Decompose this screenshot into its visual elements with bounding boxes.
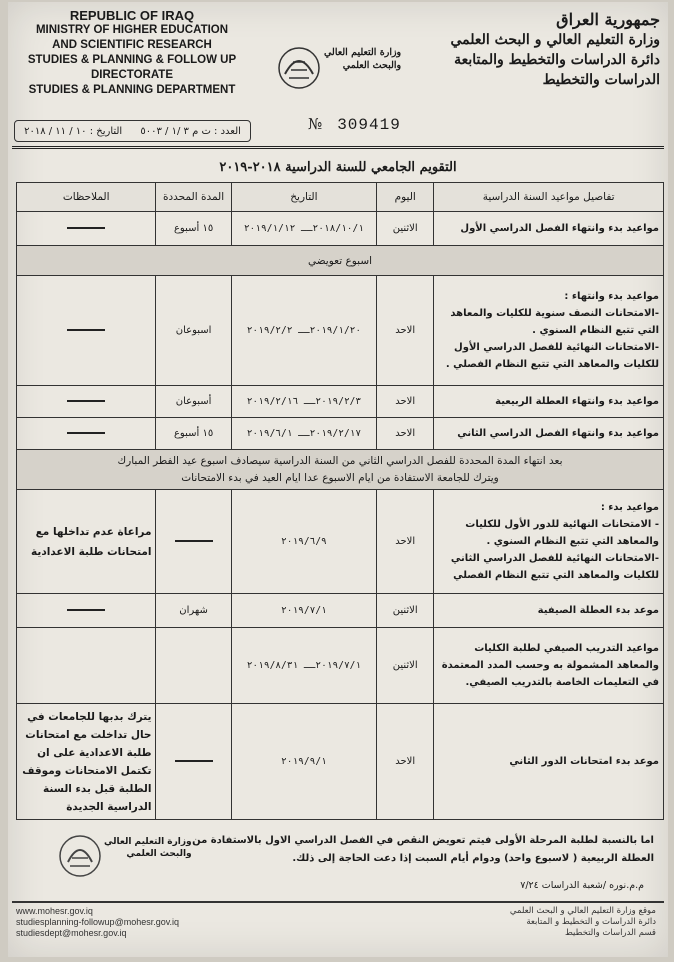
detail-line: -الامتحانات النصف سنوية للكليات والمعاهد التي تتبع النظام السنوي .: [450, 308, 659, 336]
footer-divider: [12, 901, 664, 903]
footer-email-link[interactable]: studiesplanning-followup@mohesr.gov.iq: [16, 917, 180, 927]
cell-note: مراعاة عدم تداخلها مع امتحانات طلبة الاعدادية: [17, 490, 156, 594]
col-date: التاريخ: [231, 183, 376, 212]
detail-line: -الامتحانات النهائية للفصل الدراسي الأول للكليات والمعاهد التي تتبع النظام الفصلي .: [445, 342, 659, 370]
cell-date: ٢٠١٩/٩/١: [231, 704, 376, 820]
cell-duration: أسبوعان: [156, 386, 231, 418]
detail-line: مواعيد بدء :: [600, 502, 659, 513]
footnote: اما بالنسبة لطلبة المرحلة الأولى فيتم تعويض النقص في الفصل الدراسي الاول بالاستفادة من العطلة الربيعية ( لاسبوع واحد) ودوام أيام السبت إذا دعت الحاجة إلى ذلك.: [192, 835, 654, 864]
cell-day: الاحد: [377, 276, 434, 386]
document-title: التقويم الجامعي للسنة الدراسية ٢٠١٨-٢٠١٩: [219, 160, 457, 175]
footer-english: [16, 906, 179, 939]
cell-detail: مواعيد بدء وانتهاء الفصل الدراسي الثاني: [434, 418, 664, 450]
compensation-week: اسبوع تعويضي: [17, 246, 664, 276]
header-ar-line: الدراسات والتخطيط: [542, 72, 660, 88]
cell-date: ٢٠١٨/١٠/١ــ ٢٠١٩/١/١٢: [231, 212, 376, 246]
header-ar-line: وزارة التعليم العالي و البحث العلمي: [450, 32, 660, 48]
cell-duration: شهران: [156, 594, 231, 628]
cell-day: الاحد: [377, 418, 434, 450]
numero-sign: №: [308, 115, 324, 133]
cell-note: [17, 418, 156, 450]
header-en-line: REPUBLIC OF IRAQ: [69, 8, 195, 23]
table-row: [17, 212, 664, 246]
header-en-line: STUDIES & PLANNING DEPARTMENT: [28, 84, 236, 96]
footer-arabic: [510, 906, 656, 939]
cell-duration: اسبوعان: [156, 276, 231, 386]
cell-day: الاحد: [377, 490, 434, 594]
col-duration: المدة المحددة: [156, 183, 231, 212]
footer-ar-line: موقع وزارة التعليم العالي و البحث العلمي: [509, 906, 656, 916]
stamp-caption-line: والبحث العلمي: [126, 849, 192, 859]
cell-detail: موعد بدء العطلة الصيفية: [434, 594, 664, 628]
document-page: [8, 2, 668, 957]
dash-mark: [175, 540, 213, 542]
footer-ar-line: دائرة الدراسات و التخطيط و المتابعة: [526, 917, 656, 927]
detail-line: -الامتحانات النهائية للفصل الدراسي الثاني للكليات والمعاهد التي تتبع النظام الفصلي: [450, 553, 659, 581]
cell-day: الاثنين: [377, 212, 434, 246]
cell-detail: [434, 276, 664, 386]
cell-duration: [156, 704, 231, 820]
col-notes: الملاحظات: [17, 183, 156, 212]
dash-mark: [175, 760, 213, 762]
calendar-table: [16, 182, 664, 820]
serial-number: [308, 115, 401, 134]
logo-caption-line: وزارة التعليم العالي: [324, 47, 402, 58]
eid-note-line: بعد انتهاء المدة المحددة للفصل الدراسي الثاني من السنة الدراسية سيصادف اسبوع عيد الفطر المبارك: [117, 454, 563, 467]
table-row: [17, 594, 664, 628]
cell-detail: موعد بدء امتحانات الدور الثاني: [434, 704, 664, 820]
ref-number: العدد : ت م ٣ /١ / ٥٠٠٣: [140, 125, 241, 137]
ref-date: التاريخ : ١٠ / ١١ / ٢٠١٨: [24, 125, 123, 137]
stamp-caption-line: وزارة التعليم العالي: [104, 837, 192, 847]
header-divider: [12, 146, 664, 149]
dash-mark: [67, 227, 105, 229]
table-row: [17, 276, 664, 386]
dash-mark: [67, 329, 105, 331]
detail-line: مواعيد بدء وانتهاء :: [564, 291, 659, 302]
header-ar-line: جمهورية العراق: [556, 10, 660, 29]
logo-caption: [324, 46, 401, 72]
reference-box: [14, 120, 251, 142]
cell-day: الاحد: [377, 386, 434, 418]
cell-duration: [156, 490, 231, 594]
cell-duration: ١٥ أسبوع: [156, 212, 231, 246]
cell-date: ٢٠١٩/٧/١ــ ٢٠١٩/٨/٣١: [231, 628, 376, 704]
cell-detail: مواعيد التدريب الصيفي لطلبة الكليات والمعاهد المشمولة به وحسب المدد المعتمدة في التعليمات الخاصة بالتدريب الصيفي.: [434, 628, 664, 704]
cell-date: ٢٠١٩/٦/٩: [231, 490, 376, 594]
detail-line: - الامتحانات النهائية للدور الأول للكليات والمعاهد التي تتبع النظام السنوي .: [465, 519, 659, 547]
header-en-line: AND SCIENTIFIC RESEARCH: [52, 39, 212, 51]
col-day: اليوم: [377, 183, 434, 212]
eid-note: [17, 450, 664, 490]
cell-duration: [156, 628, 231, 704]
header-ar-line: دائرة الدراسات والتخطيط والمتابعة: [454, 52, 660, 68]
table-row: [17, 490, 664, 594]
footer-email-link[interactable]: studiesdept@mohesr.gov.iq: [16, 928, 127, 938]
cell-note: [17, 628, 156, 704]
dash-mark: [67, 609, 105, 611]
col-details: تفاصيل مواعيد السنة الدراسية: [434, 183, 664, 212]
cell-note: يترك بدبها للجامعات في حال تداخلت مع امتحانات طلبة الاعدادية على ان تكتمل الامتحانات وموقف الطلبة قبل بدء السنة الدراسية الجديدة: [17, 704, 156, 820]
table-header-row: [17, 183, 664, 212]
header-english: [12, 8, 252, 98]
cell-day: الاثنين: [377, 594, 434, 628]
cell-detail: مواعيد بدء وانتهاء العطلة الربيعية: [434, 386, 664, 418]
footer-website-link[interactable]: www.mohesr.gov.iq: [16, 906, 93, 916]
footer-ar-line: قسم الدراسات والتخطيط: [564, 928, 656, 938]
cell-duration: ١٥ أسبوع: [156, 418, 231, 450]
cell-note: [17, 386, 156, 418]
dash-mark: [67, 432, 105, 434]
dash-mark: [67, 400, 105, 402]
serial-value: 309419: [337, 116, 401, 134]
table-row-shaded: [17, 450, 664, 490]
signature-line: م.م.نوره /شعبة الدراسات ٧/٢٤: [520, 880, 644, 891]
header-arabic: [450, 10, 660, 90]
cell-day: الاثنين: [377, 628, 434, 704]
cell-detail: مواعيد بدء وانتهاء الفصل الدراسي الأول: [434, 212, 664, 246]
cell-date: ٢٠١٩/١/٢٠ــ ٢٠١٩/٢/٢: [231, 276, 376, 386]
table-row: [17, 418, 664, 450]
cell-note: [17, 276, 156, 386]
logo-caption-line: والبحث العلمي: [342, 60, 402, 71]
cell-date: ٢٠١٩/٢/٣ــ ٢٠١٩/٢/١٦: [231, 386, 376, 418]
table-row-shaded: [17, 246, 664, 276]
cell-day: الاحد: [377, 704, 434, 820]
cell-note: [17, 594, 156, 628]
cell-detail: [434, 490, 664, 594]
header-en-line: MINISTRY OF HIGHER EDUCATION: [35, 24, 229, 36]
table-row: [17, 628, 664, 704]
cell-note: [17, 212, 156, 246]
table-row: [17, 386, 664, 418]
cell-date: ٢٠١٩/٧/١: [231, 594, 376, 628]
table-row: [17, 704, 664, 820]
cell-date: ٢٠١٩/٢/١٧ــ ٢٠١٩/٦/١: [231, 418, 376, 450]
eid-note-line: ويترك للجامعة الاستفادة من ايام الاسبوع عدا ايام العيد في بدء الامتحانات: [181, 471, 499, 484]
header-en-line: STUDIES & PLANNING & FOLLOW UP DIRECTORATE: [27, 54, 237, 81]
